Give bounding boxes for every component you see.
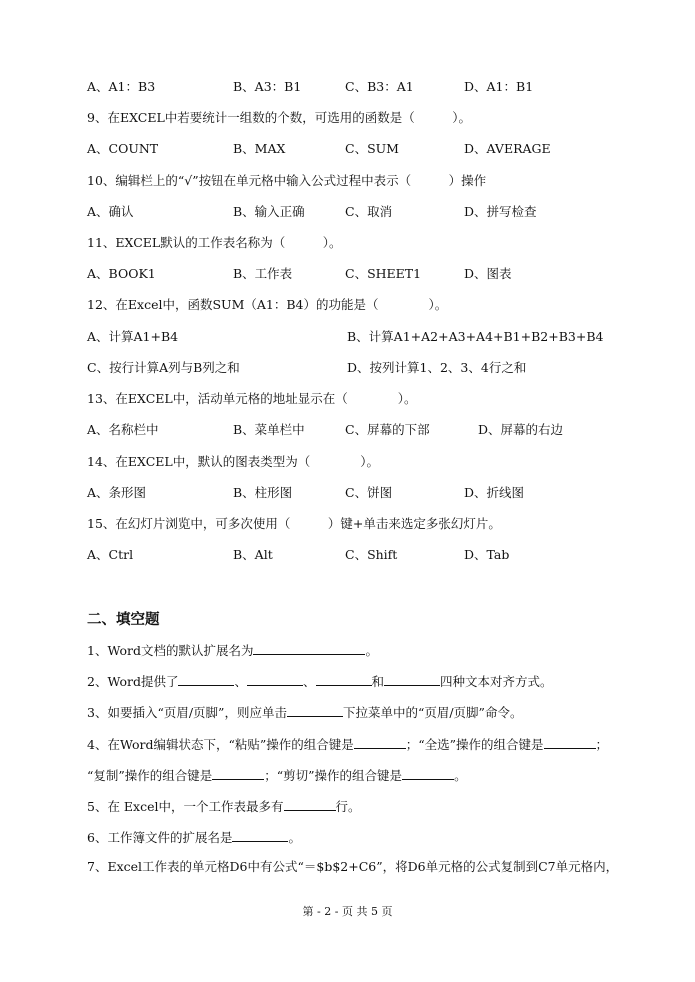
fill-q4-blank-copy[interactable] [212,766,264,780]
fill-q1-end: 。 [365,643,378,658]
fill-q2-blank-2[interactable] [247,672,303,686]
q11-option-b: B、工作表 [233,266,293,281]
q13-option-d: D、屏幕的右边 [478,422,564,437]
fill-q5 [87,797,361,813]
q15-option-d: D、Tab [464,547,510,562]
q11-option-c: C、SHEET1 [345,266,422,281]
fill-q4-line1 [87,735,608,751]
q14-option-c: C、饼图 [345,485,393,500]
fill-q4-text-4: “复制”操作的组合键是 [87,768,213,783]
fill-q6 [87,828,301,844]
fill-q3-blank[interactable] [287,703,343,717]
q13-option-b: B、菜单栏中 [233,422,305,437]
fill-q7: 7、Excel工作表的单元格D6中有公式“＝$b$2+C6”，将D6单元格的公式复制到C7单元格内， [87,859,619,874]
fill-q2-blank-4[interactable] [384,672,440,686]
q15-option-c: C、Shift [345,547,398,562]
q13-option-c: C、屏幕的下部 [345,422,430,437]
q14-option-d: D、折线图 [464,485,525,500]
q12-option-c: C、按行计算A列与B列之和 [87,360,240,375]
fill-q5-blank[interactable] [284,797,336,811]
fill-q5-end: 行。 [335,799,361,814]
q10-option-d: D、拼写检查 [464,204,537,219]
fill-q6-blank[interactable] [232,828,288,842]
fill-q2-blank-3[interactable] [316,672,372,686]
fill-q4-text-3: ； [595,737,609,752]
q12-option-b: B、计算A1+A2+A3+A4+B1+B2+B3+B4 [347,329,604,344]
q14-option-a: A、条形图 [87,485,147,500]
fill-q4-blank-cut[interactable] [402,766,454,780]
fill-q1-text: 1、Word文档的默认扩展名为 [87,643,254,658]
fill-q3-end: 下拉菜单中的“页眉/页脚”命令。 [342,705,523,720]
q11-option-a: A、BOOK1 [87,266,156,281]
fill-q2-end: 四种文本对齐方式。 [440,674,553,689]
q9-option-d: D、AVERAGE [464,141,551,156]
q12-stem: 12、在Excel中，函数SUM（A1：B4）的功能是（ ）。 [87,297,448,312]
q15-stem: 15、在幻灯片浏览中，可多次使用（ ）键+单击来选定多张幻灯片。 [87,516,501,531]
q8-option-c: C、B3：A1 [345,79,414,94]
fill-q6-text: 6、工作簿文件的扩展名是 [87,830,233,845]
q8-option-a: A、A1：B3 [87,79,156,94]
fill-q4-blank-select-all[interactable] [544,735,596,749]
fill-q2 [87,672,553,688]
q12-option-a: A、计算A1+B4 [87,329,179,344]
fill-q4-end: 。 [454,768,467,783]
q11-stem: 11、EXCEL默认的工作表名称为（ ）。 [87,235,342,250]
page-footer: 第 - 2 - 页 共 5 页 [302,905,393,918]
q10-stem: 10、编辑栏上的“√”按钮在单元格中输入公式过程中表示（ ）操作 [87,173,487,188]
fill-q2-sep-2: 、 [302,674,316,689]
q12-option-d: D、按列计算1、2、3、4行之和 [347,360,527,375]
q8-option-d: D、A1：B1 [464,79,534,94]
section-heading-fill-in: 二、填空题 [87,612,160,628]
q13-option-a: A、名称栏中 [87,422,159,437]
q13-stem: 13、在EXCEL中，活动单元格的地址显示在（ ）。 [87,391,417,406]
fill-q3 [87,703,522,719]
fill-q3-text: 3、如要插入“页眉/页脚”，则应单击 [87,705,287,720]
q9-option-b: B、MAX [233,141,286,156]
fill-q2-blank-1[interactable] [178,672,234,686]
fill-q4-blank-paste[interactable] [354,735,406,749]
q9-option-a: A、COUNT [87,141,159,156]
q14-stem: 14、在EXCEL中，默认的图表类型为（ ）。 [87,454,379,469]
fill-q2-text: 2、Word提供了 [87,674,179,689]
q9-option-c: C、SUM [345,141,399,156]
fill-q2-sep-3: 和 [371,674,385,689]
q11-option-d: D、图表 [464,266,512,281]
fill-q2-sep-1: 、 [234,674,247,689]
q14-option-b: B、柱形图 [233,485,293,500]
q10-option-a: A、确认 [87,204,134,219]
fill-q4-text-5: ；“剪切”操作的组合键是 [264,768,403,783]
fill-q1 [87,641,378,657]
q10-option-b: B、输入正确 [233,204,305,219]
fill-q5-text: 5、在 Excel中，一个工作表最多有 [87,799,284,814]
q9-stem: 9、在EXCEL中若要统计一组数的个数，可选用的函数是（ ）。 [87,110,471,125]
fill-q6-end: 。 [288,830,301,845]
q10-option-c: C、取消 [345,204,393,219]
q15-option-b: B、Alt [233,547,273,562]
fill-q4-text-2: ；“全选”操作的组合键是 [405,737,544,752]
fill-q4-line2 [87,766,467,782]
q15-option-a: A、Ctrl [87,547,134,562]
fill-q4-text-1: 4、在Word编辑状态下，“粘贴”操作的组合键是 [87,737,354,752]
q8-option-b: B、A3：B1 [233,79,302,94]
fill-q1-blank[interactable] [253,641,365,655]
